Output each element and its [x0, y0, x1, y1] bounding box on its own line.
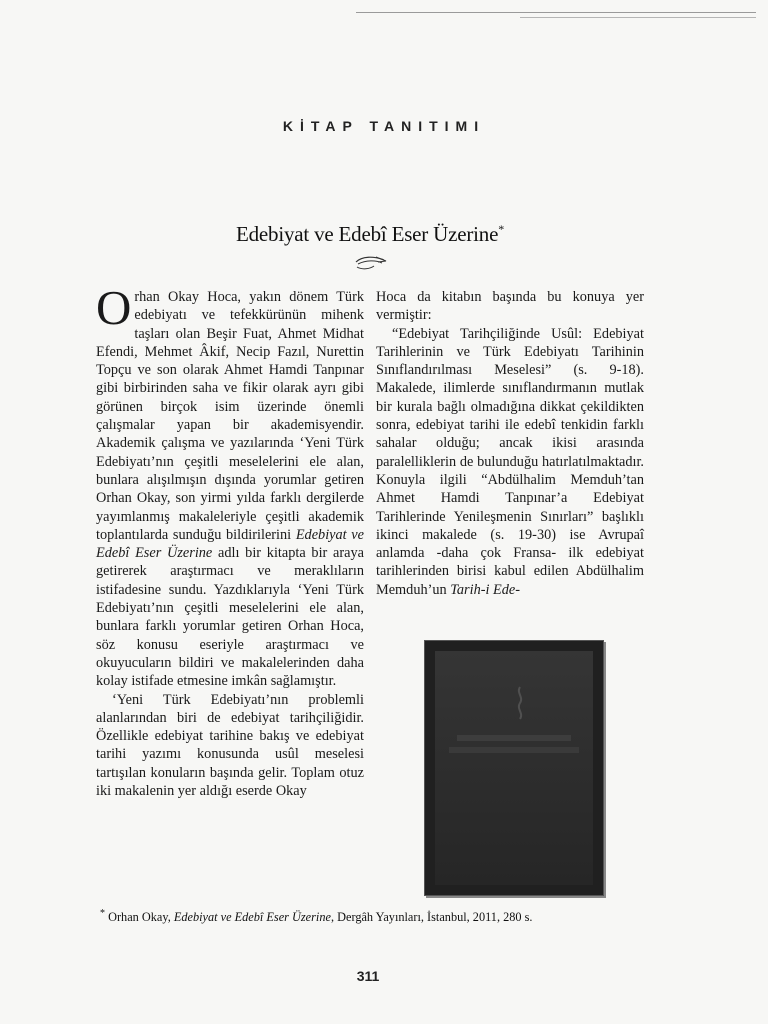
drop-cap: O [96, 280, 132, 335]
book-cover-inner [435, 651, 593, 885]
ornament-icon [352, 252, 388, 272]
tarih-title-inline: Tarih-i Ede- [450, 581, 521, 598]
section-header: KİTAP TANITIMI [282, 118, 486, 134]
top-rule [356, 12, 756, 13]
article-title [0, 222, 740, 247]
book-cover-image [424, 640, 604, 896]
cover-title-blur [443, 729, 585, 759]
paragraph-continued: Hoca da kitabın başında bu konuya yer vermiştir: [376, 289, 644, 324]
title-footnote-marker: * [498, 222, 505, 236]
third-text: “Edebiyat Tarihçiliğinde Usûl: Edebiyat Tarihlerinin ve Türk Edebiyatı Tarihinin Sınıflandırılması Meselesi” (s. 9-18). Makalede, ilimlerde sınıflandırmanın mutlak bir kurala bağlı olmadığına dikkat çekildikten sonra, edebiyat tarihi ile edebî tenkidin farklı sahalar olduğu; ancak ikisi arasında paralelliklerin de bulunduğu hatırlatılmaktadır. Konuyla ilgili “Abdülhalim Memduh’tan Ahmet Hamdi Tanpınar’a Edebiyat Tarihlerinde Yenileşmenin Sınırları” başlıklı ikinci makalede (s. 19-30) ise Avrupaî anlamda -daha çok Fransa- ilk edebiyat tarihlerinden birisi kabul edilen Abdülhalim Memduh’un [376, 325, 644, 598]
footnote-book-title: Edebiyat ve Edebî Eser Üzerine [173, 910, 331, 925]
top-rule-secondary [520, 17, 756, 18]
book-title-inline: Edebiyat ve Edebî Eser Üzerine [96, 526, 364, 562]
footnote-author: Orhan Okay, [108, 910, 174, 925]
intro-text-end: adlı bir kitapta bir araya getirerek araştırmacı ve meraklıların istifadesine sundu. Yazdıklarıyla ‘Yeni Türk Edebiyatı’nın çeşitli meselelerini ele alan, bunlara farklı yorumlar getiren Orhan Hoca, söz konusu eseriyle araştırmacı ve okuyucuların bildiri ve makalelerinden daha kolay istifade etmesine imkân sağlamıştır. [96, 545, 364, 690]
cover-emblem-icon [515, 685, 525, 721]
footnote-details: , Dergâh Yayınları, İstanbul, 2011, 280 s. [330, 910, 533, 925]
right-column [376, 288, 644, 599]
footnote [100, 908, 740, 925]
intro-text: rhan Okay Hoca, yakın dönem Türk edebiyatı ve tefekkürünün mihenk taşları olan Beşir Fuat, Ahmet Midhat Efendi, Mehmet Âkif, Necip Fazıl, Nurettin Topçu ve son olarak Ahmet Hamdi Tanpınar gibi birbirinden saha ve fikir olarak ayrı gibi görünen birçok isim üzerinde önemli çalışmalar yapan bir akademisyendir. Akademik çalışma ve yazılarında ‘Yeni Türk Edebiyatı’nın çeşitli meselelerini ele alan, bunlara alışılmışın dışında yorumlar getiren Orhan Okay, son yirmi yılda farklı dergilerde yayımlanmış makaleleriyle çeşitli akademik toplantılarda sunduğu bildirilerini [96, 289, 364, 543]
paragraph-intro [96, 280, 364, 691]
article-title-text: Edebiyat ve Edebî Eser Üzerine [235, 222, 499, 246]
left-column [96, 280, 364, 800]
paragraph-second: ‘Yeni Türk Edebiyatı’nın problemli alanlarından biri de edebiyat tarihçiliğidir. Özellikle edebiyat tarihine bakış ve edebiyat tarihi yazımı konusunda usûl meselesi tartışılan konuların başında gelir. Toplam otuz iki makalenin yer aldığı eserde Okay [96, 691, 364, 800]
page-number: 311 [356, 968, 380, 984]
paragraph-third [376, 325, 644, 599]
footnote-marker: * [100, 908, 105, 919]
